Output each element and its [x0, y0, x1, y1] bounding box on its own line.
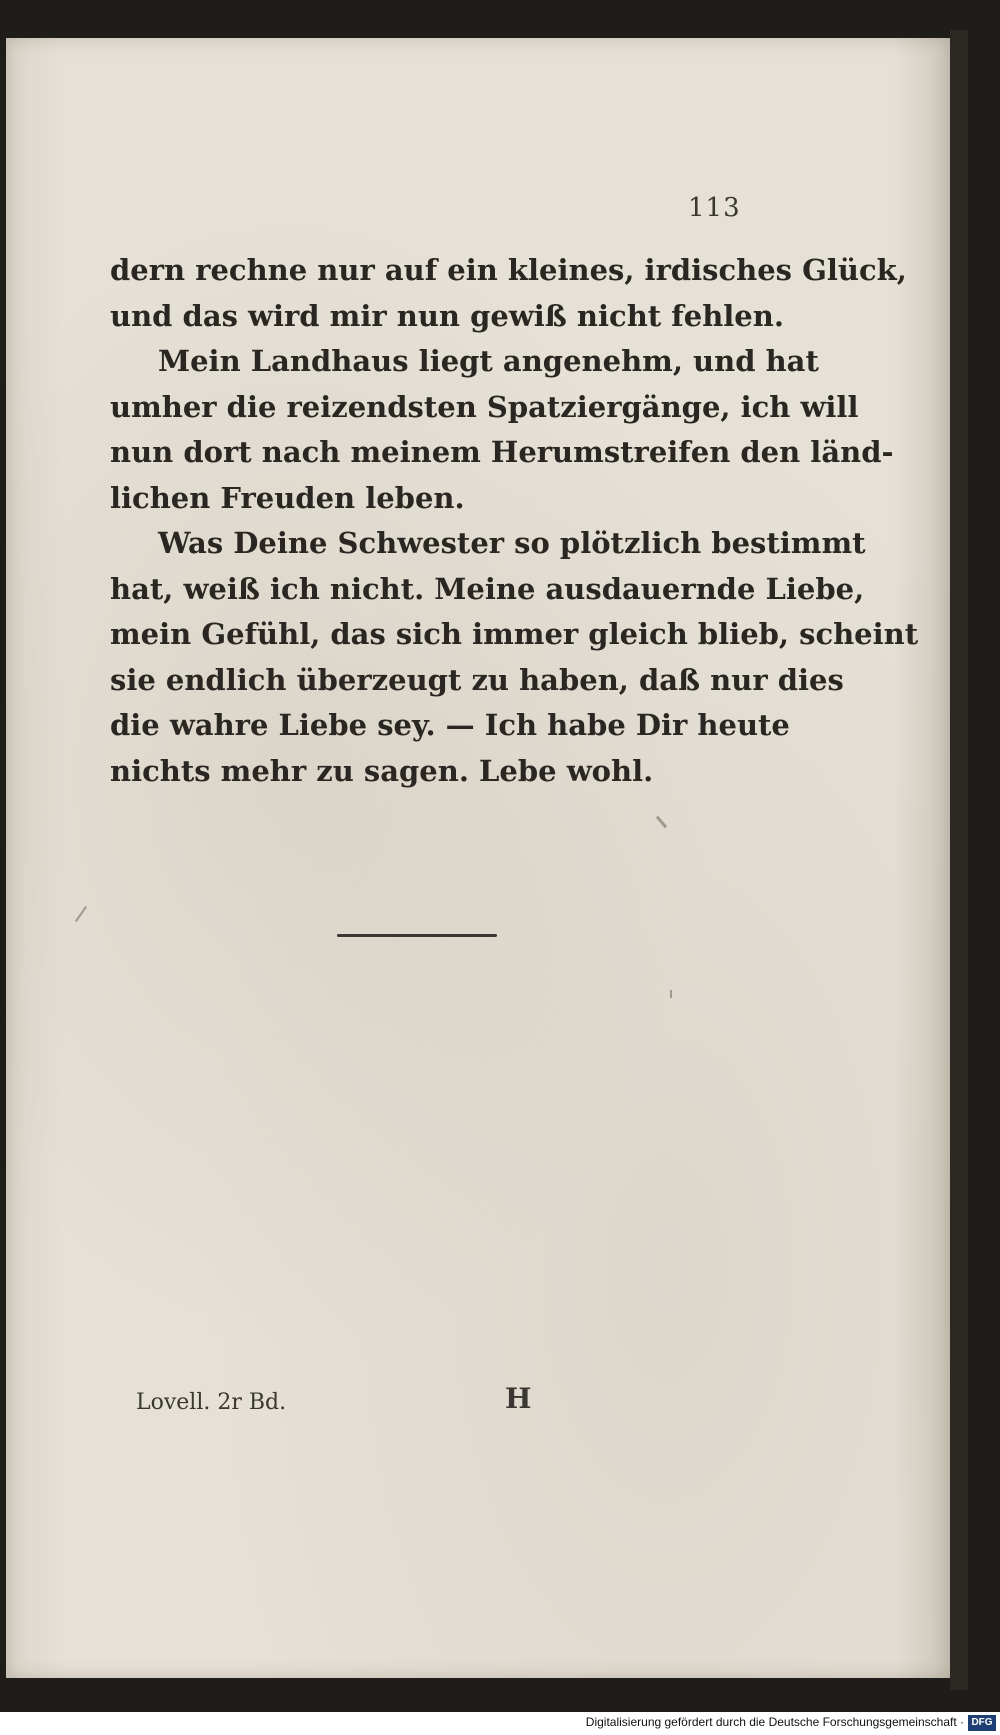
text-line: lichen Freuden leben.	[110, 480, 465, 515]
text-line: nichts mehr zu sagen. Lebe wohl.	[110, 753, 654, 788]
book-edge	[950, 30, 968, 1690]
text-line: umher die reizendsten Spatziergänge, ich will	[110, 389, 859, 424]
section-divider	[337, 934, 497, 937]
signature-mark: Lovell. 2r Bd.	[136, 1390, 287, 1415]
text-line: Mein Landhaus liegt angenehm, und hat	[158, 344, 819, 378]
dfg-logo: DFG	[968, 1715, 996, 1731]
page-body-text	[110, 248, 919, 794]
text-line: Was Deine Schwester so plötzlich bestimmt	[158, 526, 866, 560]
footer-bar	[0, 1712, 1000, 1735]
text-line: die wahre Liebe sey. — Ich habe Dir heute	[110, 708, 790, 742]
page-number: 113	[688, 193, 741, 223]
text-line: sie endlich überzeugt zu haben, daß nur dies	[110, 662, 844, 697]
paper-speck	[670, 990, 672, 998]
text-line: dern rechne nur auf ein kleines, irdisches Glück,	[110, 253, 907, 287]
text-line: hat, weiß ich nicht. Meine ausdauernde Liebe,	[110, 571, 865, 606]
footer-credit: Digitalisierung gefördert durch die Deutsche Forschungsgemeinschaft ·	[585, 1715, 964, 1729]
text-line: nun dort nach meinem Herumstreifen den länd-	[110, 435, 894, 469]
gathering-mark: H	[505, 1382, 532, 1415]
text-line: und das wird mir nun gewiß nicht fehlen.	[110, 298, 784, 333]
text-line: mein Gefühl, das sich immer gleich blieb, scheint	[110, 617, 919, 651]
